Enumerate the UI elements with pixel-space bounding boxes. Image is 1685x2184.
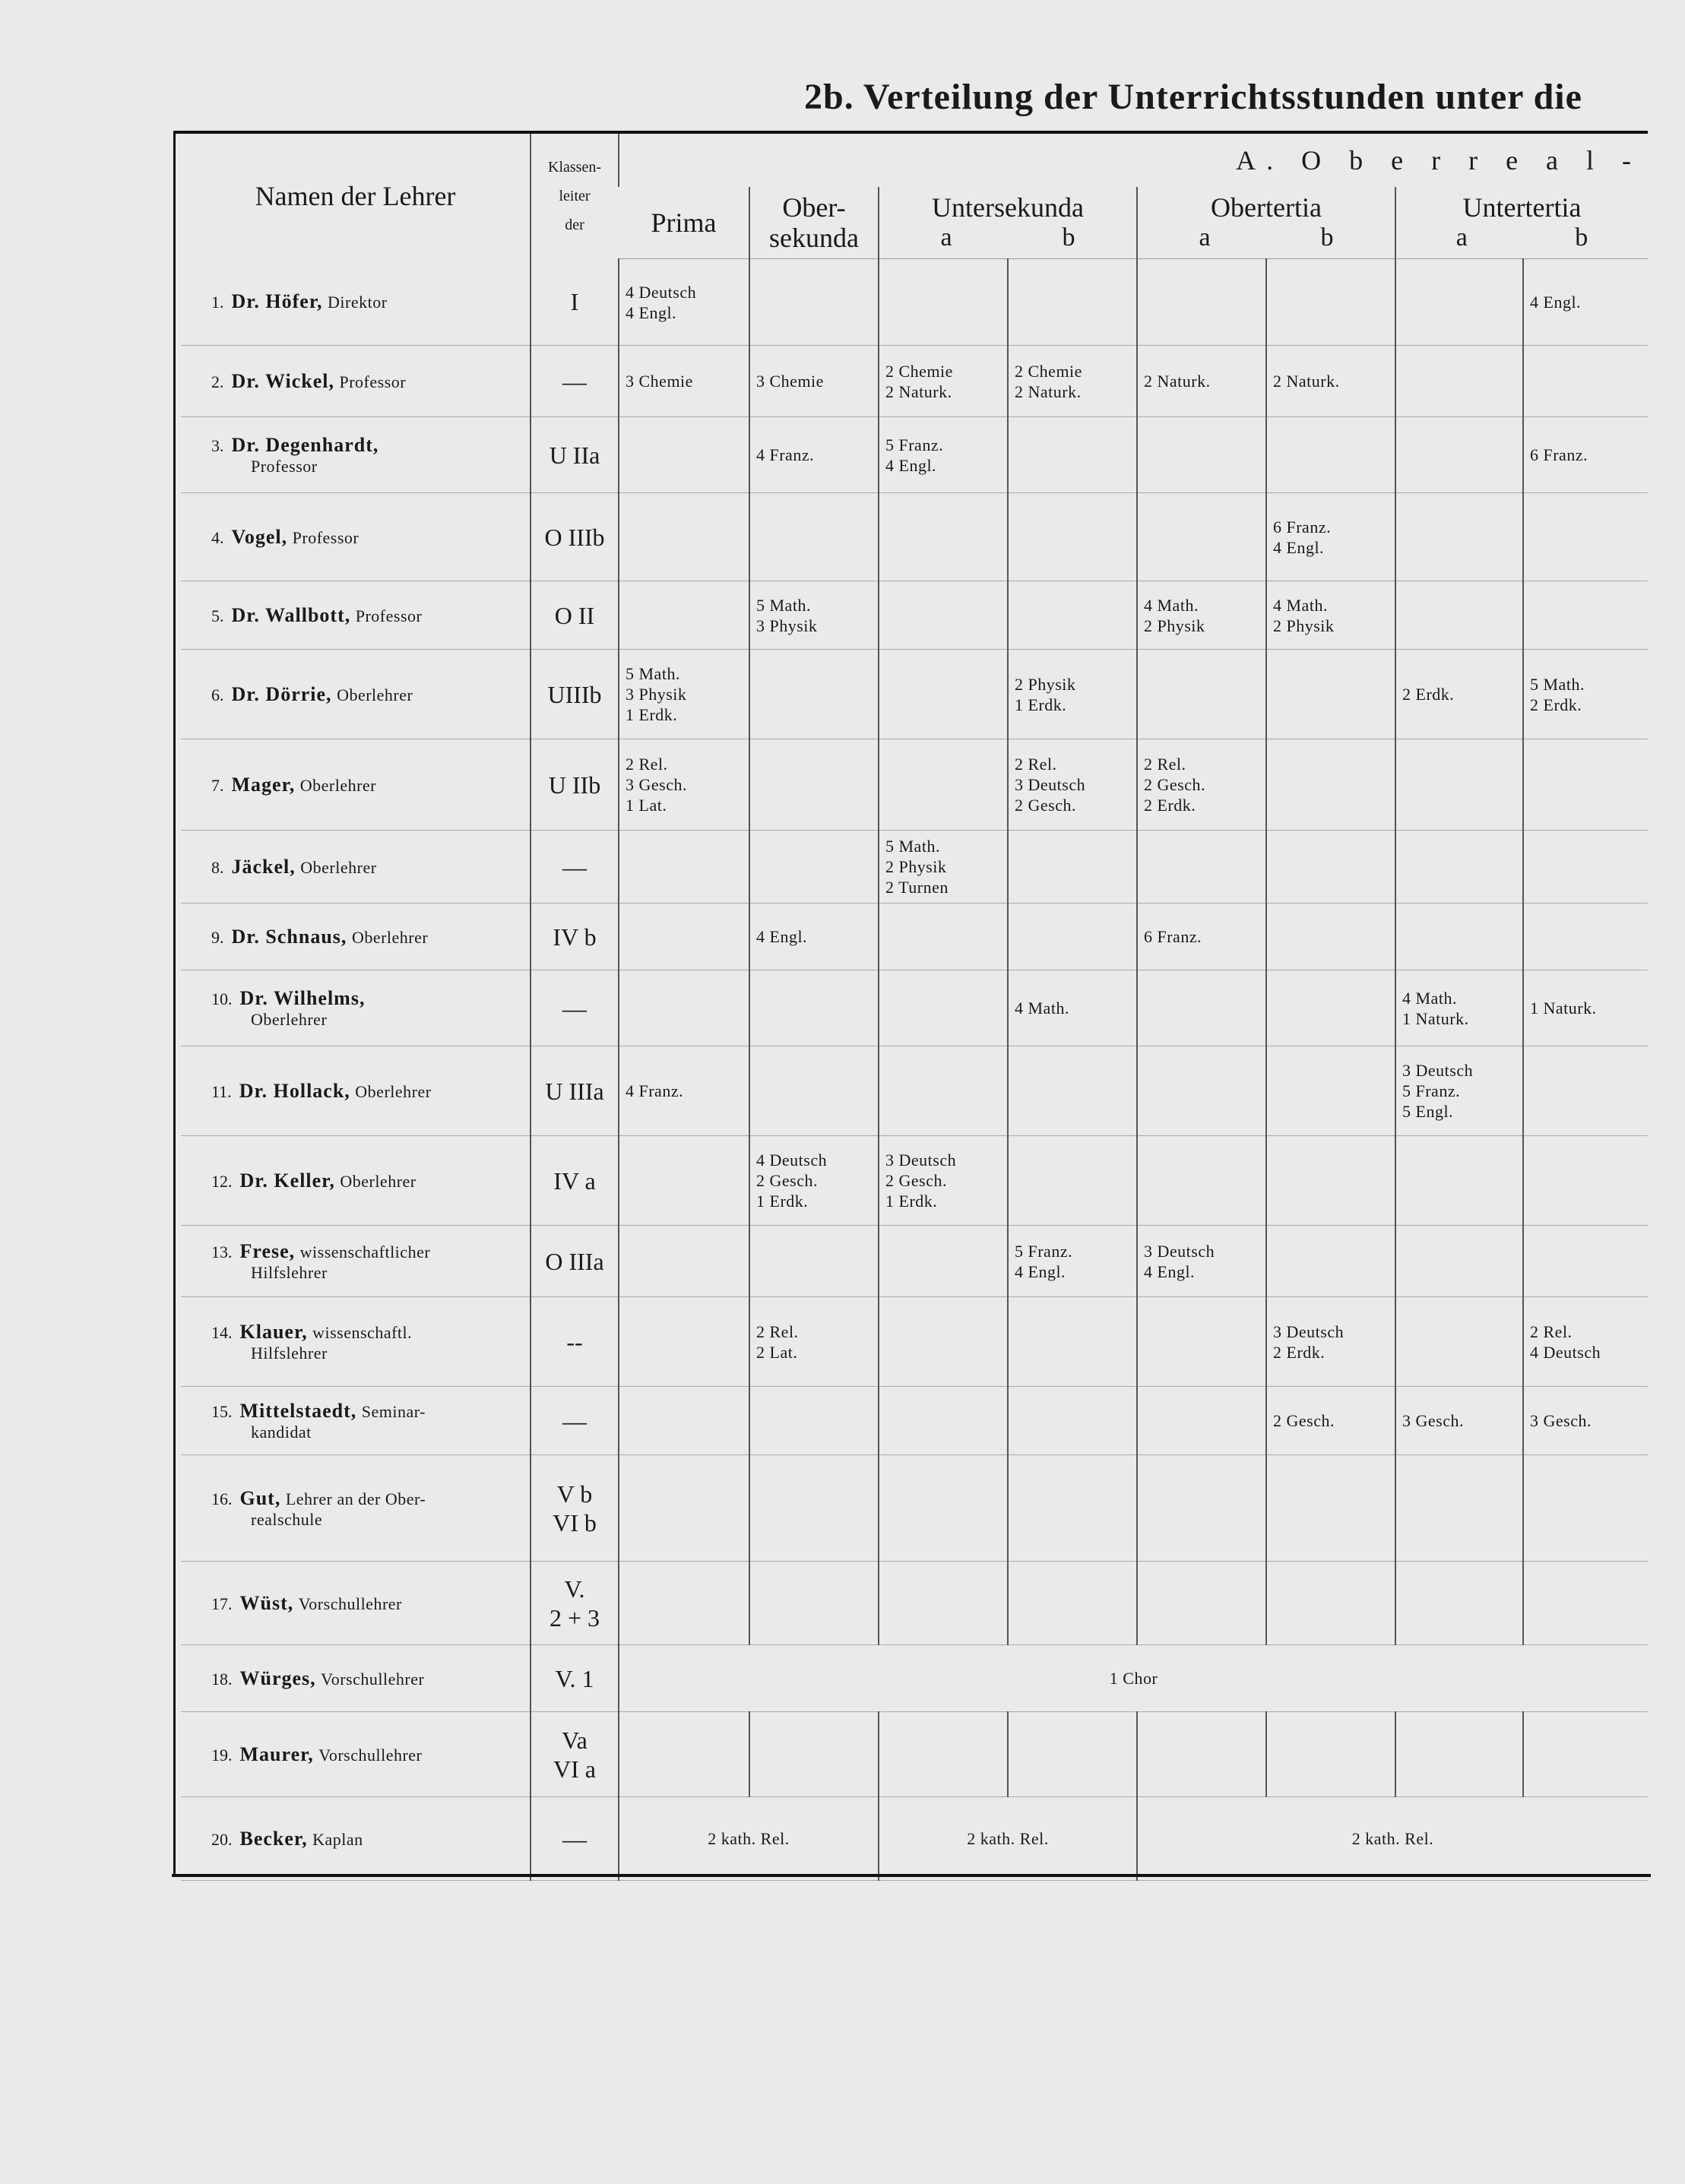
class-header-untertertia [1395,187,1648,259]
teacher-title-line2: Oberlehrer [251,1009,328,1029]
sub-a: a [1455,223,1468,252]
lesson-cell: 2 Naturk. [1137,346,1266,417]
teacher-name-cell [181,1387,531,1455]
lesson-cell [1266,1046,1395,1136]
lesson-cell [1008,493,1137,581]
lesson-cell: 2 Rel. 4 Deutsch [1523,1297,1648,1387]
klassenleiter-cell: O IIIb [531,493,619,581]
lesson-cell [619,1226,749,1297]
lesson-cell: 2 kath. Rel. [1137,1797,1648,1881]
lesson-cell [619,1712,749,1797]
table-row [181,831,1648,904]
lesson-cell [1523,1046,1648,1136]
table-row [181,1387,1648,1455]
table-row [181,970,1648,1046]
lesson-cell [1395,346,1523,417]
lesson-cell [879,1387,1008,1455]
teacher-title: Oberlehrer [300,857,377,877]
sub-a: a [940,223,952,252]
lesson-cell: 2 Erdk. [1395,650,1523,739]
row-number: 19. [211,1745,233,1765]
teacher-name-cell [181,1046,531,1136]
lesson-cell [619,1136,749,1226]
lesson-cell: 1 Naturk. [1523,970,1648,1046]
row-number: 3. [211,435,224,455]
row-number: 13. [211,1242,233,1261]
table-row [181,493,1648,581]
class-label: Untertertia [1462,192,1582,223]
klassenleiter-cell: — [531,1797,619,1881]
teacher-name-cell [181,581,531,650]
lesson-cell: 4 Engl. [1523,259,1648,346]
teacher-name: Dr. Dörrie, [231,682,332,705]
lesson-cell: 3 Gesch. [1395,1387,1523,1455]
teacher-name: Klauer, [239,1320,308,1343]
lesson-cell: 2 Gesch. [1266,1387,1395,1455]
lesson-cell: 2 Physik 1 Erdk. [1008,650,1137,739]
lesson-cell: 6 Franz. 4 Engl. [1266,493,1395,581]
lesson-cell [1266,650,1395,739]
lesson-cell: 3 Deutsch 2 Erdk. [1266,1297,1395,1387]
row-number: 12. [211,1171,233,1191]
klassenleiter-header: Klassen- leiter der [531,134,619,259]
lesson-cell [1523,1226,1648,1297]
lesson-cell [749,831,879,904]
lesson-cell [879,1297,1008,1387]
teacher-name: Gut, [239,1486,281,1509]
bottom-rule [172,1874,1651,1877]
lesson-cell: 4 Deutsch 2 Gesch. 1 Erdk. [749,1136,879,1226]
klassenleiter-cell: UIIIb [531,650,619,739]
lesson-cell [879,970,1008,1046]
teacher-name: Dr. Degenhardt, [231,433,379,456]
lesson-cell: 2 Rel. 3 Gesch. 1 Lat. [619,739,749,831]
lesson-cell: 4 Franz. [749,417,879,493]
row-number: 4. [211,527,224,547]
lesson-cell [1395,417,1523,493]
teacher-title: Lehrer an der Ober- [285,1489,426,1508]
sub-b: b [1320,223,1334,252]
teacher-name: Dr. Höfer, [231,290,323,313]
lesson-cell [879,493,1008,581]
teacher-title-line2: kandidat [251,1422,312,1442]
teacher-name: Dr. Schnaus, [231,925,347,948]
teacher-title: wissenschaftlicher [299,1242,431,1261]
teacher-title: Oberlehrer [337,685,413,704]
lesson-cell [1008,1387,1137,1455]
lesson-cell [1523,904,1648,970]
lesson-cell [1008,1297,1137,1387]
teacher-title-line2: Hilfslehrer [251,1343,328,1363]
lesson-cell [1395,1226,1523,1297]
table-row [181,1455,1648,1562]
lesson-cell [1266,417,1395,493]
lesson-cell [749,739,879,831]
klassenleiter-cell: I [531,259,619,346]
teacher-name-cell [181,346,531,417]
teacher-name-cell [181,1562,531,1645]
lesson-cell: 2 Chemie 2 Naturk. [879,346,1008,417]
teacher-title: Oberlehrer [340,1171,416,1191]
teacher-title: Oberlehrer [355,1081,432,1101]
teacher-title: Vorschullehrer [298,1594,402,1613]
teaching-distribution-table [181,134,1648,1881]
teacher-name-cell [181,739,531,831]
teacher-title: Professor [355,606,423,625]
lesson-cell: 3 Deutsch 2 Gesch. 1 Erdk. [879,1136,1008,1226]
lesson-cell [879,259,1008,346]
lesson-cell: 2 kath. Rel. [619,1797,879,1881]
teacher-title: Vorschullehrer [318,1745,423,1765]
lesson-cell: 1 Chor [619,1645,1648,1712]
lesson-cell: 2 Rel. 2 Gesch. 2 Erdk. [1137,739,1266,831]
lesson-cell [749,1562,879,1645]
class-label: Untersekunda [932,192,1084,223]
teacher-name-cell [181,1226,531,1297]
teacher-name: Mittelstaedt, [239,1399,357,1422]
lesson-cell [1266,1455,1395,1562]
lesson-cell [1137,650,1266,739]
row-number: 17. [211,1594,233,1613]
lesson-cell [1137,1046,1266,1136]
lesson-cell [1008,1046,1137,1136]
lesson-cell [1137,493,1266,581]
table-row [181,904,1648,970]
class-label: Obertertia [1211,192,1322,223]
row-number: 1. [211,293,224,312]
lesson-cell [749,1712,879,1797]
lesson-cell [1395,904,1523,970]
row-number: 11. [211,1081,232,1101]
row-number: 15. [211,1401,233,1421]
lesson-cell [1266,831,1395,904]
teacher-name: Dr. Hollack, [239,1079,350,1102]
lesson-cell [879,904,1008,970]
lesson-cell [1395,1297,1523,1387]
lesson-cell [1395,1562,1523,1645]
klassenleiter-cell: U IIb [531,739,619,831]
lesson-cell: 3 Deutsch 5 Franz. 5 Engl. [1395,1046,1523,1136]
lesson-cell: 3 Chemie [619,346,749,417]
table-row [181,346,1648,417]
lesson-cell: 2 Rel. 3 Deutsch 2 Gesch. [1008,739,1137,831]
lesson-cell: 4 Franz. [619,1046,749,1136]
table-row [181,581,1648,650]
lesson-cell [1137,970,1266,1046]
teacher-name: Dr. Wilhelms, [239,986,366,1009]
class-header-untersekunda [879,187,1137,259]
lesson-cell [1395,493,1523,581]
klassenleiter-cell: V. 1 [531,1645,619,1712]
lesson-cell [1266,259,1395,346]
lesson-cell [1395,259,1523,346]
lesson-cell: 5 Franz. 4 Engl. [879,417,1008,493]
lesson-cell [879,581,1008,650]
lesson-cell [1523,1712,1648,1797]
teacher-name: Dr. Wallbott, [231,603,351,626]
lesson-cell: 4 Deutsch 4 Engl. [619,259,749,346]
klassenleiter-cell: O II [531,581,619,650]
table-row [181,650,1648,739]
teacher-name: Dr. Keller, [239,1169,335,1192]
lesson-cell [1137,1387,1266,1455]
lesson-cell [1523,739,1648,831]
teacher-name: Maurer, [239,1742,314,1765]
teacher-name: Mager, [231,773,296,796]
lesson-cell [1395,1136,1523,1226]
teacher-title-line2: Hilfslehrer [251,1262,328,1282]
row-number: 9. [211,927,224,947]
klassenleiter-cell: IV b [531,904,619,970]
klassenleiter-cell: — [531,1387,619,1455]
teacher-name: Dr. Wickel, [231,369,334,392]
lesson-cell [1008,831,1137,904]
teacher-name-cell [181,1455,531,1562]
table-row [181,739,1648,831]
lesson-cell [1008,1136,1137,1226]
lesson-cell [1008,417,1137,493]
lesson-cell [1137,259,1266,346]
lesson-cell [619,1387,749,1455]
teacher-title: Seminar- [361,1401,426,1421]
lesson-cell [1008,581,1137,650]
lesson-cell [1395,1455,1523,1562]
lesson-cell [749,1046,879,1136]
lesson-cell: 5 Math. 3 Physik [749,581,879,650]
lesson-cell [749,259,879,346]
lesson-cell [1008,1562,1137,1645]
sub-b: b [1575,223,1588,252]
lesson-cell [1137,831,1266,904]
lesson-cell [1523,1562,1648,1645]
lesson-cell [619,970,749,1046]
lesson-cell [1395,581,1523,650]
class-header-obersekunda: Ober- sekunda [749,187,879,259]
lesson-cell [619,1562,749,1645]
row-number: 6. [211,685,224,704]
teacher-name: Würges, [239,1666,316,1689]
teacher-name: Vogel, [231,525,288,548]
klassenleiter-cell: — [531,831,619,904]
lesson-cell: 6 Franz. [1137,904,1266,970]
teacher-title: Oberlehrer [351,927,429,947]
teacher-name: Wüst, [239,1591,294,1614]
teacher-name-cell [181,831,531,904]
teacher-name-cell [181,904,531,970]
row-number: 2. [211,372,224,391]
teacher-title-line2: Professor [251,456,318,476]
names-header: Namen der Lehrer [255,181,456,212]
teacher-name: Frese, [239,1239,296,1262]
row-number: 8. [211,857,224,877]
row-number: 20. [211,1829,233,1849]
class-header-obertertia [1137,187,1395,259]
lesson-cell: 2 kath. Rel. [879,1797,1137,1881]
table-row [181,1226,1648,1297]
teacher-name-cell [181,1297,531,1387]
klassenleiter-cell: — [531,346,619,417]
lesson-cell [1523,1455,1648,1562]
lesson-cell [1523,581,1648,650]
table-row [181,1712,1648,1797]
teacher-title: Professor [339,372,407,391]
lesson-cell [1137,1712,1266,1797]
lesson-cell [1266,1136,1395,1226]
lesson-cell [1137,1136,1266,1226]
lesson-cell [1137,1297,1266,1387]
teacher-name: Becker, [239,1827,308,1850]
lesson-cell: 5 Math. 2 Physik 2 Turnen [879,831,1008,904]
teacher-title: Direktor [328,293,388,312]
lesson-cell [1008,1455,1137,1562]
teacher-name-cell [181,970,531,1046]
lesson-cell [879,1046,1008,1136]
lesson-cell: 5 Math. 3 Physik 1 Erdk. [619,650,749,739]
table-row [181,1797,1648,1881]
teacher-name-cell [181,1797,531,1881]
left-rule [173,131,176,1875]
lesson-cell: 4 Math. 1 Naturk. [1395,970,1523,1046]
teacher-name-cell [181,650,531,739]
lesson-cell: 3 Deutsch 4 Engl. [1137,1226,1266,1297]
lesson-cell [749,970,879,1046]
row-number: 7. [211,775,224,795]
lesson-cell [749,650,879,739]
table-row [181,259,1648,346]
lesson-cell [749,1226,879,1297]
teacher-title-line2: realschule [251,1509,323,1529]
lesson-cell [1266,970,1395,1046]
lesson-cell [749,1455,879,1562]
lesson-cell [1523,493,1648,581]
lesson-cell [1137,417,1266,493]
lesson-cell [1395,739,1523,831]
lesson-cell [879,1455,1008,1562]
table-row [181,1562,1648,1645]
lesson-cell [1266,739,1395,831]
klassenleiter-cell: Va VI a [531,1712,619,1797]
teacher-title: wissenschaftl. [312,1322,413,1342]
klassenleiter-cell: IV a [531,1136,619,1226]
lesson-cell [619,904,749,970]
lesson-cell [619,581,749,650]
teacher-name-cell [181,1712,531,1797]
row-number: 18. [211,1669,233,1689]
lesson-cell: 3 Chemie [749,346,879,417]
lesson-cell [749,1387,879,1455]
lesson-cell: 2 Rel. 2 Lat. [749,1297,879,1387]
lesson-cell [1008,259,1137,346]
lesson-cell [1266,904,1395,970]
row-number: 16. [211,1489,233,1508]
lesson-cell [1266,1712,1395,1797]
table-row [181,1297,1648,1387]
lesson-cell [879,1712,1008,1797]
klassenleiter-cell: — [531,970,619,1046]
klassenleiter-cell: V. 2 + 3 [531,1562,619,1645]
teacher-title: Oberlehrer [299,775,377,795]
lesson-cell [1523,346,1648,417]
lesson-cell [1008,904,1137,970]
lesson-cell [1395,831,1523,904]
lesson-cell [749,493,879,581]
lesson-cell [619,493,749,581]
lesson-cell: 4 Engl. [749,904,879,970]
teacher-name: Jäckel, [231,855,296,878]
klassenleiter-cell: -- [531,1297,619,1387]
row-number: 10. [211,989,233,1008]
klassenleiter-cell: U IIIa [531,1046,619,1136]
teacher-name-cell [181,417,531,493]
klassenleiter-cell: V b VI b [531,1455,619,1562]
lesson-cell: 4 Math. 2 Physik [1266,581,1395,650]
class-header-prima: Prima [619,187,749,259]
page-title: 2b. Verteilung der Unterrichtsstunden unter die [804,77,1582,117]
teacher-name-cell [181,1645,531,1712]
sub-b: b [1062,223,1075,252]
klassenleiter-cell: O IIIa [531,1226,619,1297]
lesson-cell [1137,1455,1266,1562]
lesson-cell [1266,1562,1395,1645]
table-row [181,1046,1648,1136]
table-row [181,1136,1648,1226]
lesson-cell [619,831,749,904]
lesson-cell: 2 Naturk. [1266,346,1395,417]
lesson-cell: 5 Math. 2 Erdk. [1523,650,1648,739]
teacher-title: Vorschullehrer [321,1669,425,1689]
lesson-cell [1395,1712,1523,1797]
teacher-name-cell [181,1136,531,1226]
table-row [181,1645,1648,1712]
lesson-cell [879,1562,1008,1645]
lesson-cell: 2 Chemie 2 Naturk. [1008,346,1137,417]
teacher-name-cell [181,493,531,581]
teacher-name-cell [181,259,531,346]
lesson-cell [879,1226,1008,1297]
lesson-cell [619,1297,749,1387]
lesson-cell [1137,1562,1266,1645]
lesson-cell: 6 Franz. [1523,417,1648,493]
lesson-cell [619,1455,749,1562]
lesson-cell [879,739,1008,831]
lesson-cell: 3 Gesch. [1523,1387,1648,1455]
lesson-cell [1523,831,1648,904]
lesson-cell [619,417,749,493]
table-row [181,417,1648,493]
klassenleiter-cell: U IIa [531,417,619,493]
row-number: 5. [211,606,224,625]
school-header: A. O b e r r e a l - [619,134,1648,187]
sub-a: a [1199,223,1211,252]
lesson-cell [1266,1226,1395,1297]
row-number: 14. [211,1322,233,1342]
lesson-cell [879,650,1008,739]
lesson-cell: 4 Math. [1008,970,1137,1046]
teacher-title: Kaplan [312,1829,363,1849]
lesson-cell [1008,1712,1137,1797]
teacher-title: Professor [292,527,359,547]
lesson-cell: 4 Math. 2 Physik [1137,581,1266,650]
lesson-cell [1523,1136,1648,1226]
lesson-cell: 5 Franz. 4 Engl. [1008,1226,1137,1297]
